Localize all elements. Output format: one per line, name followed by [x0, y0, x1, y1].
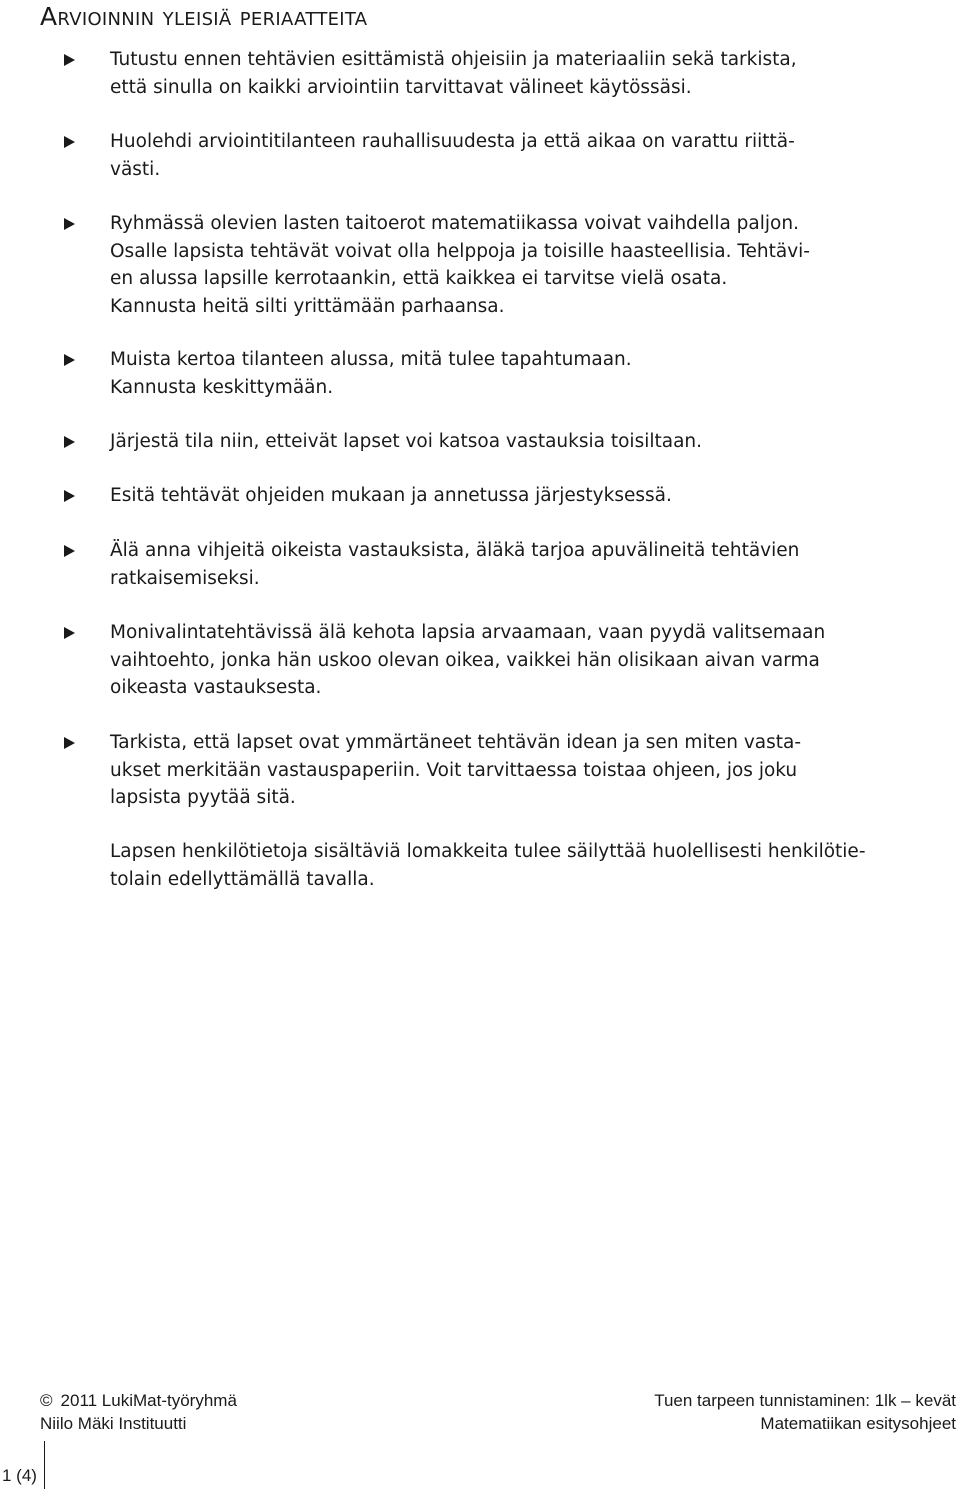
footer-copyright-line [40, 1389, 237, 1412]
list-item-text: Monivalintatehtävissä älä kehota lapsia arvaamaan, vaan pyydä valitsemaan vaihtoehto, jonka hän uskoo olevan oikea, vaikkei hän olisikaan aivan varma oikeasta vastauksesta. [110, 622, 826, 698]
list-item-text: Järjestä tila niin, etteivät lapset voi katsoa vastauksia toisiltaan. [110, 431, 703, 452]
footer-right [654, 1389, 956, 1435]
list-item-text: Esitä tehtävät ohjeiden mukaan ja annetussa järjestyksessä. [110, 485, 672, 506]
page-number: 1 (4) [2, 1466, 37, 1485]
triangle-bullet-icon [64, 354, 75, 366]
triangle-bullet-icon [64, 436, 75, 448]
triangle-bullet-icon [64, 737, 75, 749]
triangle-bullet-icon [64, 627, 75, 639]
triangle-bullet-icon [64, 545, 75, 557]
list-item-text: Tarkista, että lapset ovat ymmärtäneet tehtävän idean ja sen miten vasta- ukset merkitään vastauspaperiin. Voit tarvittaessa toistaa ohjeen, jos joku lapsista pyytää sitä. [110, 732, 802, 808]
footer-document-subtitle: Matematiikan esitysohjeet [760, 1414, 956, 1433]
footer-document-title: Tuen tarpeen tunnistaminen: 1lk – kevät [654, 1391, 956, 1410]
copyright-icon: © [40, 1391, 53, 1410]
triangle-bullet-icon [64, 54, 75, 66]
triangle-bullet-icon [64, 218, 75, 230]
list-item-text: Ryhmässä olevien lasten taitoerot matematiikassa voivat vaihdella paljon. Osalle lapsista tehtävät voivat olla helppoja ja toisille haasteellisia. Tehtävi- en alussa lapsille kerrotaankin, että kaikkea ei tarvitse vielä osata. Kannusta heitä silti yrittämään parhaansa. [110, 213, 810, 317]
list-item-text: Huolehdi arviointitilanteen rauhallisuudesta ja että aikaa on varattu riittä- västi. [110, 131, 795, 180]
page-title: Arvioinnin yleisiä periaatteita [40, 2, 368, 31]
privacy-note: Lapsen henkilötietoja sisältäviä lomakkeita tulee säilyttää huolellisesti henkilötie- tolain edellyttämällä tavalla. [110, 841, 866, 890]
triangle-bullet-icon [64, 490, 75, 502]
footer-copyright-text: 2011 LukiMat-työryhmä [60, 1391, 237, 1410]
list-item-text: Älä anna vihjeitä oikeista vastauksista, äläkä tarjoa apuvälineitä tehtävien ratkaisemiseksi. [110, 540, 800, 589]
page-number-divider [44, 1441, 45, 1489]
footer-institute: Niilo Mäki Instituutti [40, 1414, 187, 1433]
list-item-text: Muista kertoa tilanteen alussa, mitä tulee tapahtumaan. Kannusta keskittymään. [110, 349, 632, 398]
footer-left [40, 1389, 237, 1435]
list-item-text: Tutustu ennen tehtävien esittämistä ohjeisiin ja materiaaliin sekä tarkista, että sinulla on kaikki arviointiin tarvittavat välineet käytössäsi. [110, 49, 797, 98]
triangle-bullet-icon [64, 136, 75, 148]
